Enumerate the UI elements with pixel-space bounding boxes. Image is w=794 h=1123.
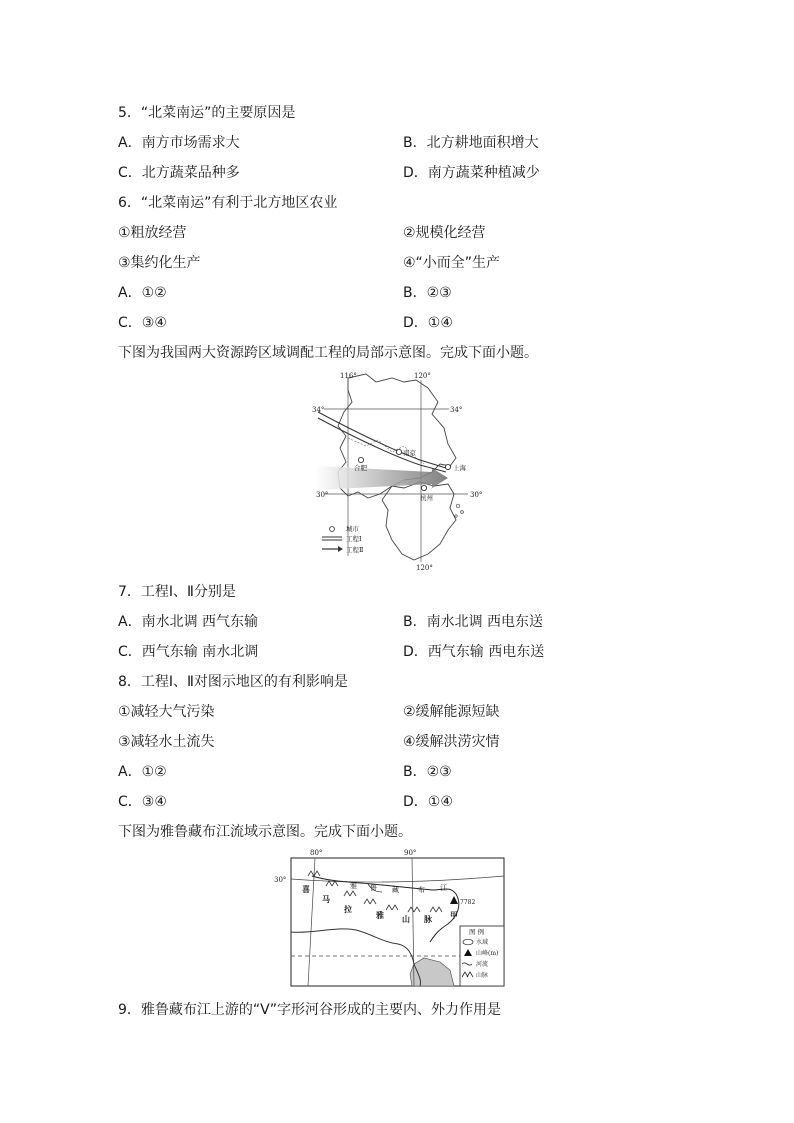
question-7-option-a: A．南水北调 西气东输 [118, 614, 259, 630]
yarlung-tsangpo-map [272, 846, 508, 990]
question-6-statement-3: ③集约化生产 [118, 255, 201, 271]
question-8-option-c: C．③④ [118, 794, 167, 810]
question-8-option-a: A．①② [118, 764, 167, 780]
legend-river-label: 河流 [476, 961, 489, 968]
label-lat-30: 30° [274, 876, 287, 884]
question-5-option-b: B．北方耕地面积增大 [403, 135, 539, 151]
river-char-3: 藏 [392, 886, 399, 894]
question-6-option-a: A．①② [118, 285, 167, 301]
project-2-arrow [316, 466, 448, 490]
city-nanjing-marker [396, 449, 401, 454]
question-8-option-d: D．①④ [403, 794, 453, 810]
question-6-option-d: D．①④ [403, 315, 453, 331]
legend-water-label: 水域 [476, 939, 489, 946]
label-shanghai: 上海 [453, 464, 466, 472]
question-5-option-a: A．南方市场需求大 [118, 135, 240, 151]
question-6-statement-4: ④“小而全”生产 [403, 255, 501, 271]
river-char-1: 雅 [350, 882, 357, 890]
question-7-option-b: B．南水北调 西电东送 [403, 614, 544, 630]
question-8-statement-3: ③减轻水土流失 [118, 734, 215, 750]
legend-project-2-label: 工程Ⅱ [346, 546, 364, 554]
city-hangzhou-marker [421, 485, 426, 490]
question-6-option-b: B．②③ [403, 285, 452, 301]
question-5-option-d: D．南方蔬菜种植减少 [403, 165, 540, 181]
label-lat-34-right: 34° [450, 406, 463, 414]
question-7-stem: 7．工程Ⅰ、Ⅱ分别是 [118, 584, 236, 600]
intro-map-2: 下图为雅鲁藏布江流域示意图。完成下面小题。 [118, 824, 412, 840]
question-7-option-c: C．西气东输 南水北调 [118, 644, 259, 660]
question-8-stem: 8．工程Ⅰ、Ⅱ对图示地区的有利影响是 [118, 674, 348, 690]
peak-height: 7782 [460, 899, 476, 906]
range-char-2: 马 [322, 894, 330, 904]
label-lon-80: 80° [310, 849, 323, 857]
question-5-stem: 5．“北菜南运”的主要原因是 [118, 105, 296, 121]
label-lon-120-top: 120° [414, 372, 431, 380]
range-char-6: 脉 [424, 914, 432, 924]
label-lon-90: 90° [404, 849, 417, 857]
river-char-2: 鲁 [370, 884, 377, 892]
range-char-1: 喜 [302, 884, 310, 894]
question-8-statement-1: ①减轻大气污染 [118, 704, 215, 720]
label-lon-116: 116° [340, 372, 357, 380]
label-nanjing: 南京 [403, 449, 416, 457]
peak-name: 甲 [450, 910, 458, 920]
legend-project-1-label: 工程Ⅰ [346, 535, 362, 543]
question-8-statement-2: ②缓解能源短缺 [403, 704, 500, 720]
question-8-statement-4: ④缓解洪涝灾情 [403, 734, 500, 750]
legend-city-label: 城市 [346, 525, 359, 533]
legend-mountain-label: 山脉 [476, 972, 489, 979]
label-lat-30-left: 30° [316, 491, 329, 499]
project-1-line-b [318, 418, 446, 472]
range-char-4: 雅 [376, 910, 384, 920]
river-char-5: 江 [440, 884, 447, 892]
intro-map-1: 下图为我国两大资源跨区域调配工程的局部示意图。完成下面小题。 [118, 345, 538, 361]
question-7-option-d: D．西气东输 西电东送 [403, 644, 545, 660]
label-hefei: 合肥 [354, 464, 367, 472]
project-1-line-a [318, 412, 446, 468]
legend-city-symbol [330, 527, 335, 532]
city-hefei-marker [358, 457, 363, 462]
label-hangzhou: 杭州 [420, 494, 433, 502]
label-lon-120-bottom: 120° [416, 564, 433, 572]
river-char-4: 布 [418, 886, 425, 894]
range-char-3: 拉 [344, 904, 352, 914]
legend-peak-label: 山峰(m) [476, 950, 499, 957]
question-5-option-c: C．北方蔬菜品种多 [118, 165, 240, 181]
resource-transfer-map [308, 368, 492, 574]
question-6-option-c: C．③④ [118, 315, 167, 331]
question-9-stem: 9．雅鲁藏布江上游的“V”字形河谷形成的主要内、外力作用是 [118, 1002, 501, 1018]
label-lat-30-right: 30° [470, 491, 483, 499]
legend-title: 图 例 [469, 928, 485, 936]
question-6-statement-1: ①粗放经营 [118, 225, 187, 241]
legend-project-2-arrowhead [338, 546, 343, 552]
question-6-stem: 6．“北菜南运”有利于北方地区农业 [118, 195, 338, 211]
question-6-statement-2: ②规模化经营 [403, 225, 486, 241]
question-8-option-b: B．②③ [403, 764, 452, 780]
range-char-5: 山 [402, 914, 410, 924]
city-shanghai-marker [445, 464, 450, 469]
label-lat-34-left: 34° [312, 406, 325, 414]
